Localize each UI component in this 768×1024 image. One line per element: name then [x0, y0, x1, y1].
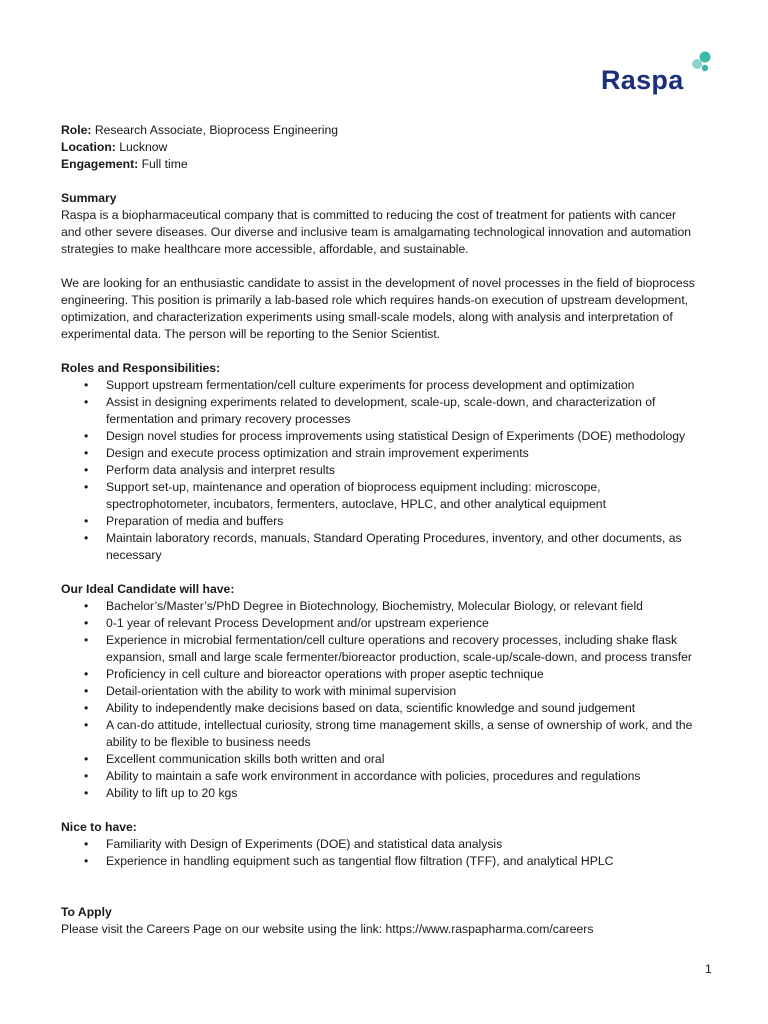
list-item-text: Support set-up, maintenance and operation of bioprocess equipment including: microscope, [106, 480, 601, 494]
list-item [61, 615, 721, 632]
bullet-icon: • [84, 837, 89, 851]
summary-heading: Summary [61, 191, 117, 205]
list-item-text: Support upstream fermentation/cell culture experiments for process development and optimization [106, 378, 635, 392]
list-item [61, 479, 721, 513]
location-line [61, 139, 721, 156]
bullet-icon: • [84, 463, 89, 477]
list-item-text: necessary [106, 548, 162, 562]
list-item [61, 394, 721, 428]
list-item [61, 836, 721, 853]
bullet-icon: • [84, 684, 89, 698]
list-item [61, 445, 721, 462]
list-item [61, 513, 721, 530]
raspa-logo [600, 50, 720, 100]
list-item-text: fermentation and primary recovery processes [106, 412, 351, 426]
text-line: engineering. This position is primarily a lab-based role which requires hands-on execution of upstream development, [61, 293, 689, 307]
text-line: optimization, and characterization experiments using small-scale models, along with analysis and interpretation of [61, 310, 673, 324]
bullet-icon: • [84, 378, 89, 392]
text-line: and other severe diseases. Our diverse and inclusive team is amalgamating technological innovation and automation [61, 225, 692, 239]
list-item [61, 751, 721, 768]
role-line [61, 122, 721, 139]
list-item [61, 666, 721, 683]
list-item-text: Detail-orientation with the ability to work with minimal supervision [106, 684, 457, 698]
role-label: Role: [61, 123, 92, 137]
role-value: Research Associate, Bioprocess Engineering [91, 123, 339, 137]
nice-to-have-list [61, 836, 721, 870]
list-item [61, 530, 721, 564]
bullet-icon: • [84, 752, 89, 766]
bullet-icon: • [84, 446, 89, 460]
ideal-candidate-heading: Our Ideal Candidate will have: [61, 582, 235, 596]
bullet-icon: • [84, 514, 89, 528]
job-description [61, 122, 721, 938]
bullet-icon: • [84, 769, 89, 783]
bullet-icon: • [84, 854, 89, 868]
bullet-icon: • [84, 701, 89, 715]
bullet-icon: • [84, 531, 89, 545]
roles-list [61, 377, 721, 564]
text-line: Raspa is a biopharmaceutical company that is committed to reducing the cost of treatment for patients with cancer [61, 208, 677, 222]
engagement-value: Full time [138, 157, 188, 171]
list-item [61, 785, 721, 802]
list-item-text: Assist in designing experiments related to development, scale-up, scale-down, and characterization of [106, 395, 656, 409]
list-item [61, 462, 721, 479]
list-item-text: Design novel studies for process improvements using statistical Design of Experiments (DOE) methodology [106, 429, 686, 443]
list-item [61, 700, 721, 717]
to-apply-heading: To Apply [61, 905, 112, 919]
text-line: experimental data. The person will be reporting to the Senior Scientist. [61, 327, 441, 341]
list-item [61, 598, 721, 615]
list-item-text: Preparation of media and buffers [106, 514, 284, 528]
bullet-icon: • [84, 786, 89, 800]
engagement-line [61, 156, 721, 173]
list-item-text: Maintain laboratory records, manuals, Standard Operating Procedures, inventory, and other documents, as [106, 531, 682, 545]
summary-paragraph-2 [61, 275, 721, 343]
logo-wordmark: Raspa [601, 65, 684, 95]
list-item-text: Excellent communication skills both written and oral [106, 752, 385, 766]
list-item [61, 717, 721, 751]
list-item-text: Proficiency in cell culture and bioreactor operations with proper aseptic technique [106, 667, 544, 681]
logo-dots-icon [684, 50, 716, 80]
engagement-label: Engagement: [61, 157, 139, 171]
list-item-text: Experience in handling equipment such as tangential flow filtration (TFF), and analytical HPLC [106, 854, 614, 868]
bullet-icon: • [84, 667, 89, 681]
roles-heading: Roles and Responsibilities: [61, 361, 221, 375]
list-item-text: ability to be flexible to business needs [106, 735, 311, 749]
list-item [61, 632, 721, 666]
bullet-icon: • [84, 480, 89, 494]
list-item [61, 768, 721, 785]
ideal-candidate-list [61, 598, 721, 802]
list-item-text: A can-do attitude, intellectual curiosity, strong time management skills, a sense of ownership of work, and the [106, 718, 693, 732]
text-line: strategies to make healthcare more accessible, affordable, and sustainable. [61, 242, 469, 256]
bullet-icon: • [84, 395, 89, 409]
list-item-text: Ability to maintain a safe work environment in accordance with policies, procedures and regulations [106, 769, 641, 783]
list-item [61, 428, 721, 445]
list-item [61, 853, 721, 870]
bullet-icon: • [84, 429, 89, 443]
list-item-text: 0-1 year of relevant Process Development and/or upstream experience [106, 616, 489, 630]
bullet-icon: • [84, 599, 89, 613]
summary-paragraph-1 [61, 207, 721, 258]
list-item-text: spectrophotometer, incubators, fermenters, autoclave, HPLC, and other analytical equipment [106, 497, 606, 511]
list-item-text: expansion, small and large scale fermenter/bioreactor production, scale-up/scale-down, and process transfer [106, 650, 692, 664]
text-line: We are looking for an enthusiastic candidate to assist in the development of novel processes in the field of bioprocess [61, 276, 695, 290]
to-apply-text: Please visit the Careers Page on our website using the link: https://www.raspapharma.com/careers [61, 922, 594, 936]
page-number: 1 [705, 962, 712, 976]
list-item-text: Familiarity with Design of Experiments (DOE) and statistical data analysis [106, 837, 503, 851]
list-item-text: Ability to independently make decisions based on data, scientific knowledge and sound judgement [106, 701, 636, 715]
list-item-text: Perform data analysis and interpret results [106, 463, 335, 477]
bullet-icon: • [84, 633, 89, 647]
list-item-text: Experience in microbial fermentation/cell culture operations and recovery processes, including shake flask [106, 633, 678, 647]
location-label: Location: [61, 140, 116, 154]
bullet-icon: • [84, 616, 89, 630]
list-item [61, 683, 721, 700]
bullet-icon: • [84, 718, 89, 732]
list-item-text: Ability to lift up to 20 kgs [106, 786, 238, 800]
location-value: Lucknow [115, 140, 168, 154]
list-item-text: Design and execute process optimization and strain improvement experiments [106, 446, 529, 460]
nice-to-have-heading: Nice to have: [61, 820, 137, 834]
list-item [61, 377, 721, 394]
list-item-text: Bachelor’s/Master’s/PhD Degree in Biotechnology, Biochemistry, Molecular Biology, or relevant field [106, 599, 643, 613]
